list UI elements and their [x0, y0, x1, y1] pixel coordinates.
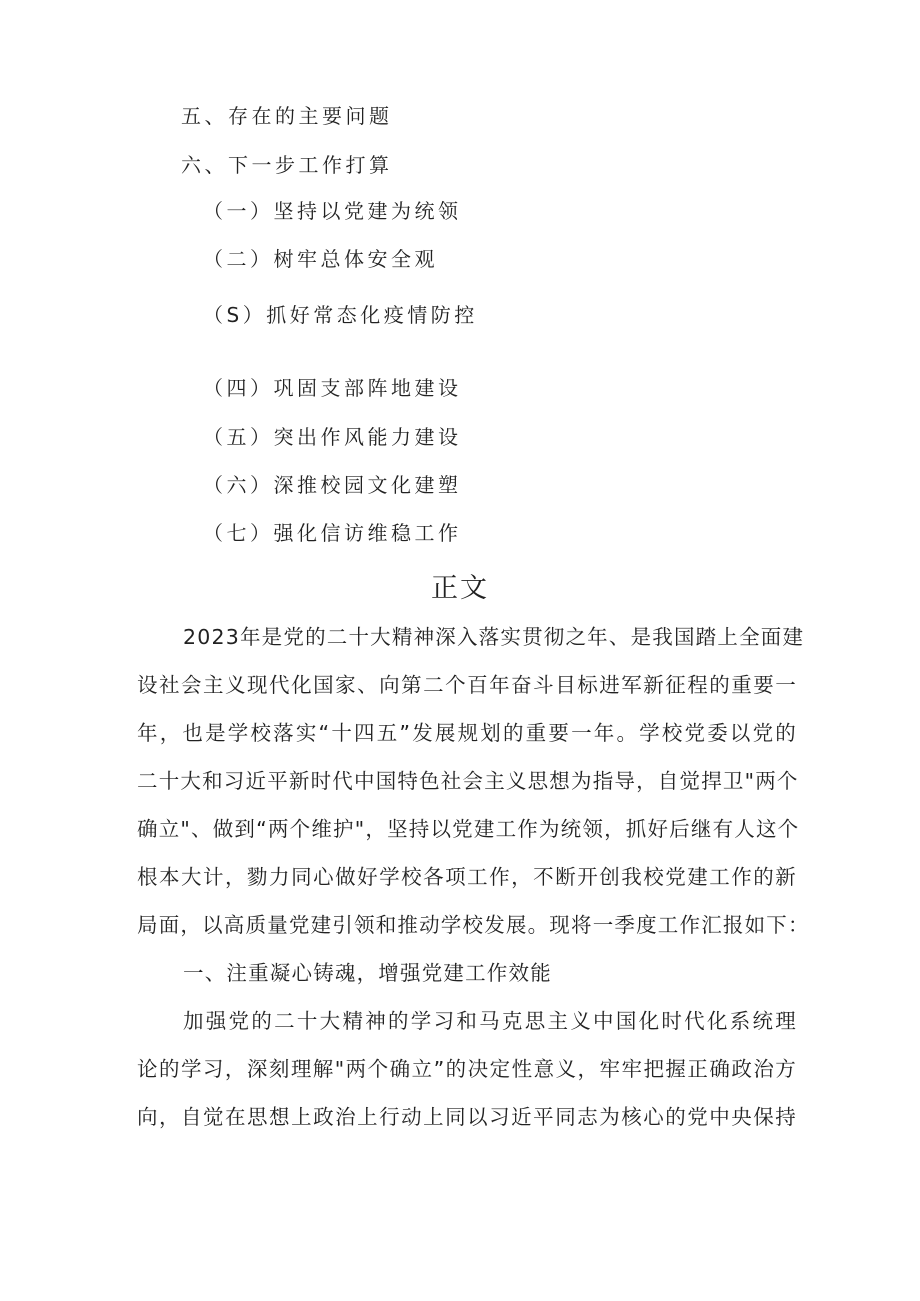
toc-subitem-3: （S）抓好常态化疫情防控 — [203, 303, 478, 327]
paragraph-line: 论的学习，深刻理解"两个确立”的决定性意义，牢牢把握正确政治方 — [137, 1057, 797, 1081]
document-title: 正文 — [431, 573, 489, 604]
toc-subitem-7: （七）强化信访维稳工作 — [203, 521, 462, 545]
toc-subitem-4: （四）巩固支部阵地建设 — [203, 376, 462, 400]
paragraph-line: 根本大计，勠力同心做好学校各项工作，不断开创我校党建工作的新 — [137, 865, 797, 889]
paragraph-line: 设社会主义现代化国家、向第二个百年奋斗目标进军新征程的重要一 — [137, 673, 797, 697]
toc-item-next-steps: 六、下一步工作打算 — [181, 153, 393, 177]
paragraph-line: 二十大和习近平新时代中国特色社会主义思想为指导，自觉捍卫"两个 — [137, 769, 799, 793]
toc-subitem-1: （一）坚持以党建为统领 — [203, 199, 462, 223]
paragraph-line: 加强党的二十大精神的学习和马克思主义中国化时代化系统理 — [183, 1009, 797, 1033]
toc-subitem-5: （五）突出作风能力建设 — [203, 425, 462, 449]
paragraph-line: 年，也是学校落实“十四五”发展规划的重要一年。学校党委以党的 — [137, 721, 797, 745]
paragraph-line: 局面，以高质量党建引领和推动学校发展。现将一季度工作汇报如下： — [137, 913, 810, 937]
paragraph-line: 向，自觉在思想上政治上行动上同以习近平同志为核心的党中央保持 — [137, 1105, 797, 1129]
section-heading: 一、注重凝心铸魂，增强党建工作效能 — [183, 961, 552, 985]
toc-subitem-6: （六）深推校园文化建塑 — [203, 473, 462, 497]
paragraph-line: 确立"、做到“两个维护"，坚持以党建工作为统领，抓好后继有人这个 — [137, 817, 800, 841]
toc-item-problems: 五、存在的主要问题 — [181, 104, 393, 128]
toc-subitem-2: （二）树牢总体安全观 — [203, 247, 438, 271]
paragraph-line: 2023年是党的二十大精神深入落实贯彻之年、是我国踏上全面建 — [183, 625, 805, 649]
